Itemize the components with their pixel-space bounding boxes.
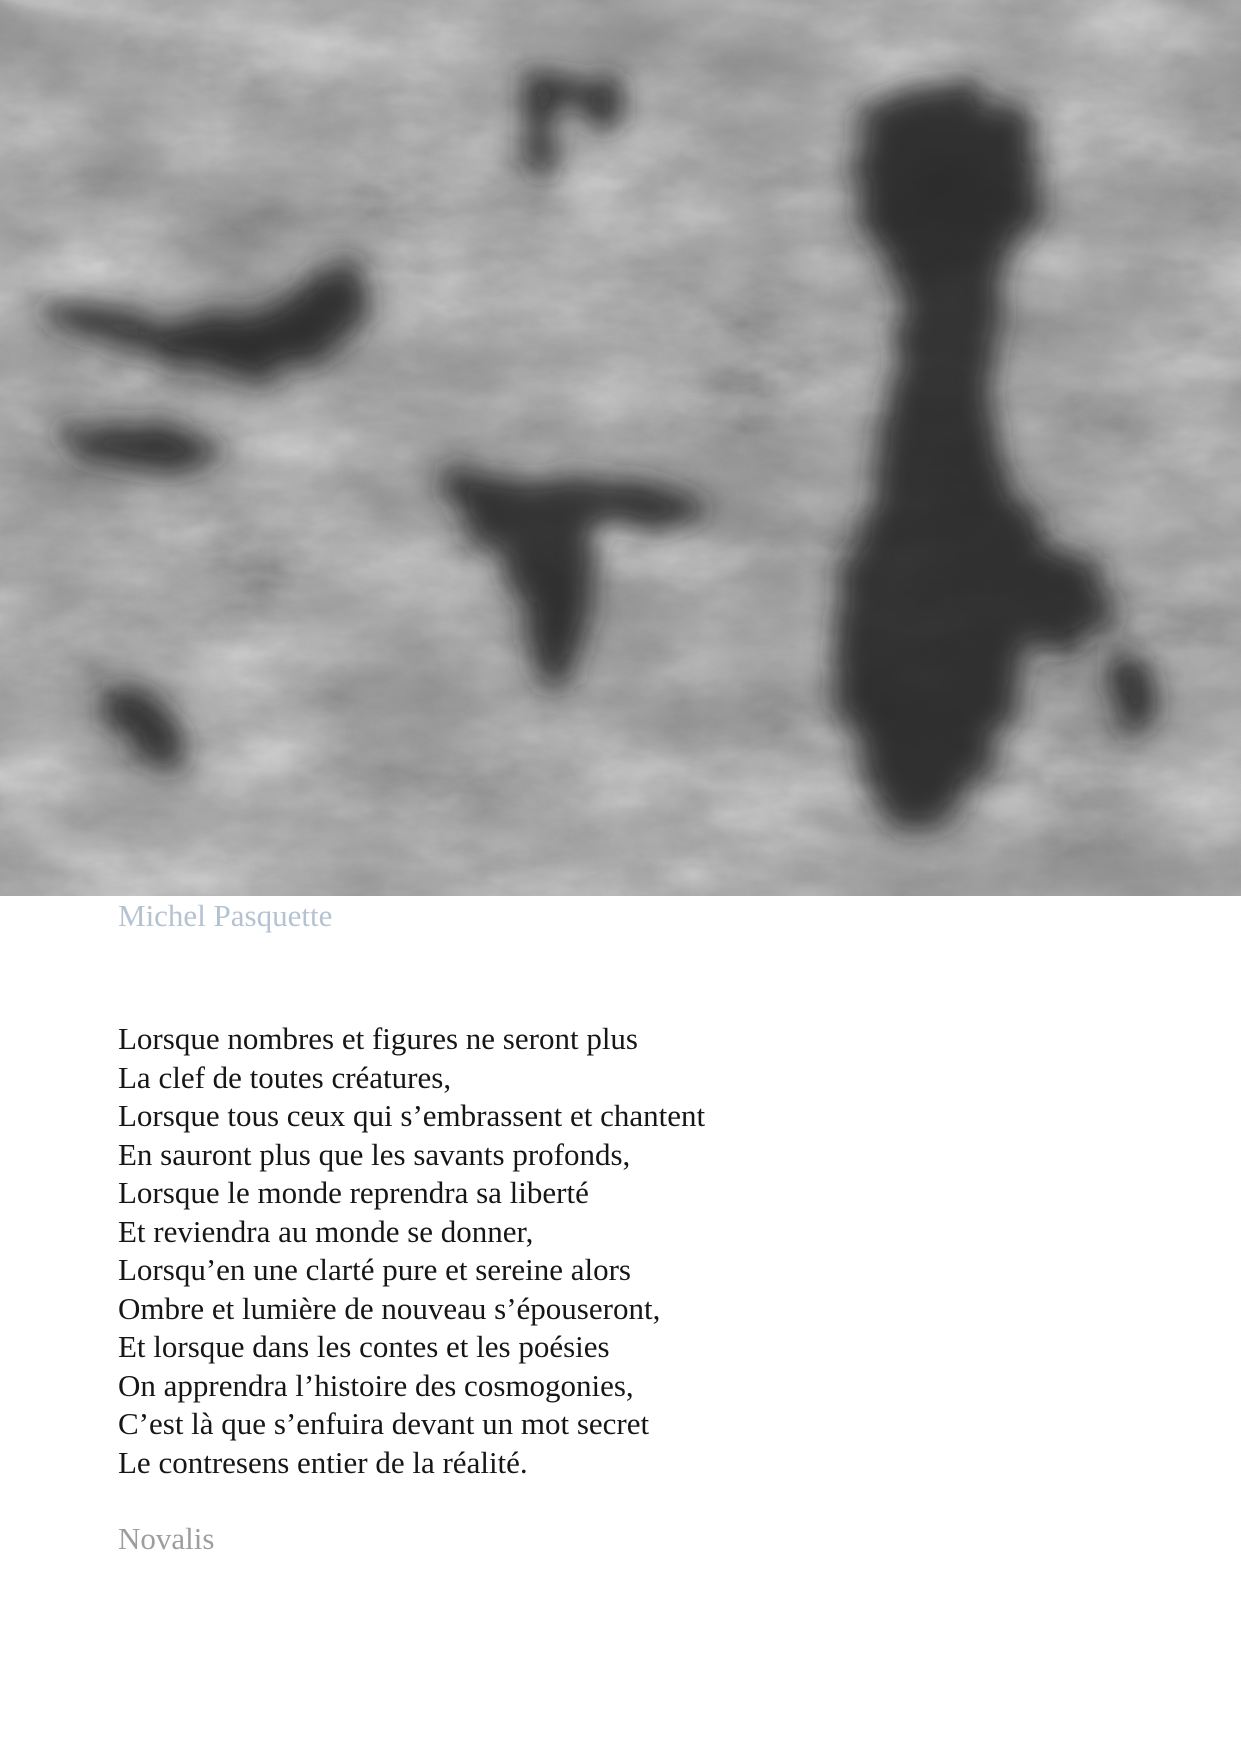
poem-line: Lorsqu’en une clarté pure et sereine alors	[118, 1252, 631, 1287]
poem-line: Et lorsque dans les contes et les poésies	[118, 1329, 610, 1364]
poem-line: On apprendra l’histoire des cosmogonies,	[118, 1367, 634, 1403]
poem-line: En sauront plus que les savants profonds,	[118, 1136, 631, 1172]
poem-line: Lorsque le monde reprendra sa liberté	[118, 1175, 589, 1210]
poem-line: Ombre et lumière de nouveau s’épouseront,	[118, 1290, 661, 1326]
artwork-credit: Michel Pasquette	[118, 898, 333, 933]
poem-line: Lorsque nombres et figures ne seront plus	[118, 1021, 638, 1056]
poem-line: Lorsque tous ceux qui s’embrassent et chantent	[118, 1098, 706, 1133]
poem-line: La clef de toutes créatures,	[118, 1059, 452, 1095]
poem-author: Novalis	[118, 1521, 215, 1556]
poem-line: Le contresens entier de la réalité.	[118, 1444, 528, 1480]
poem-line: C’est là que s’enfuira devant un mot secret	[118, 1406, 650, 1441]
poem-line: Et reviendra au monde se donner,	[118, 1213, 534, 1249]
poem	[118, 1020, 705, 1482]
